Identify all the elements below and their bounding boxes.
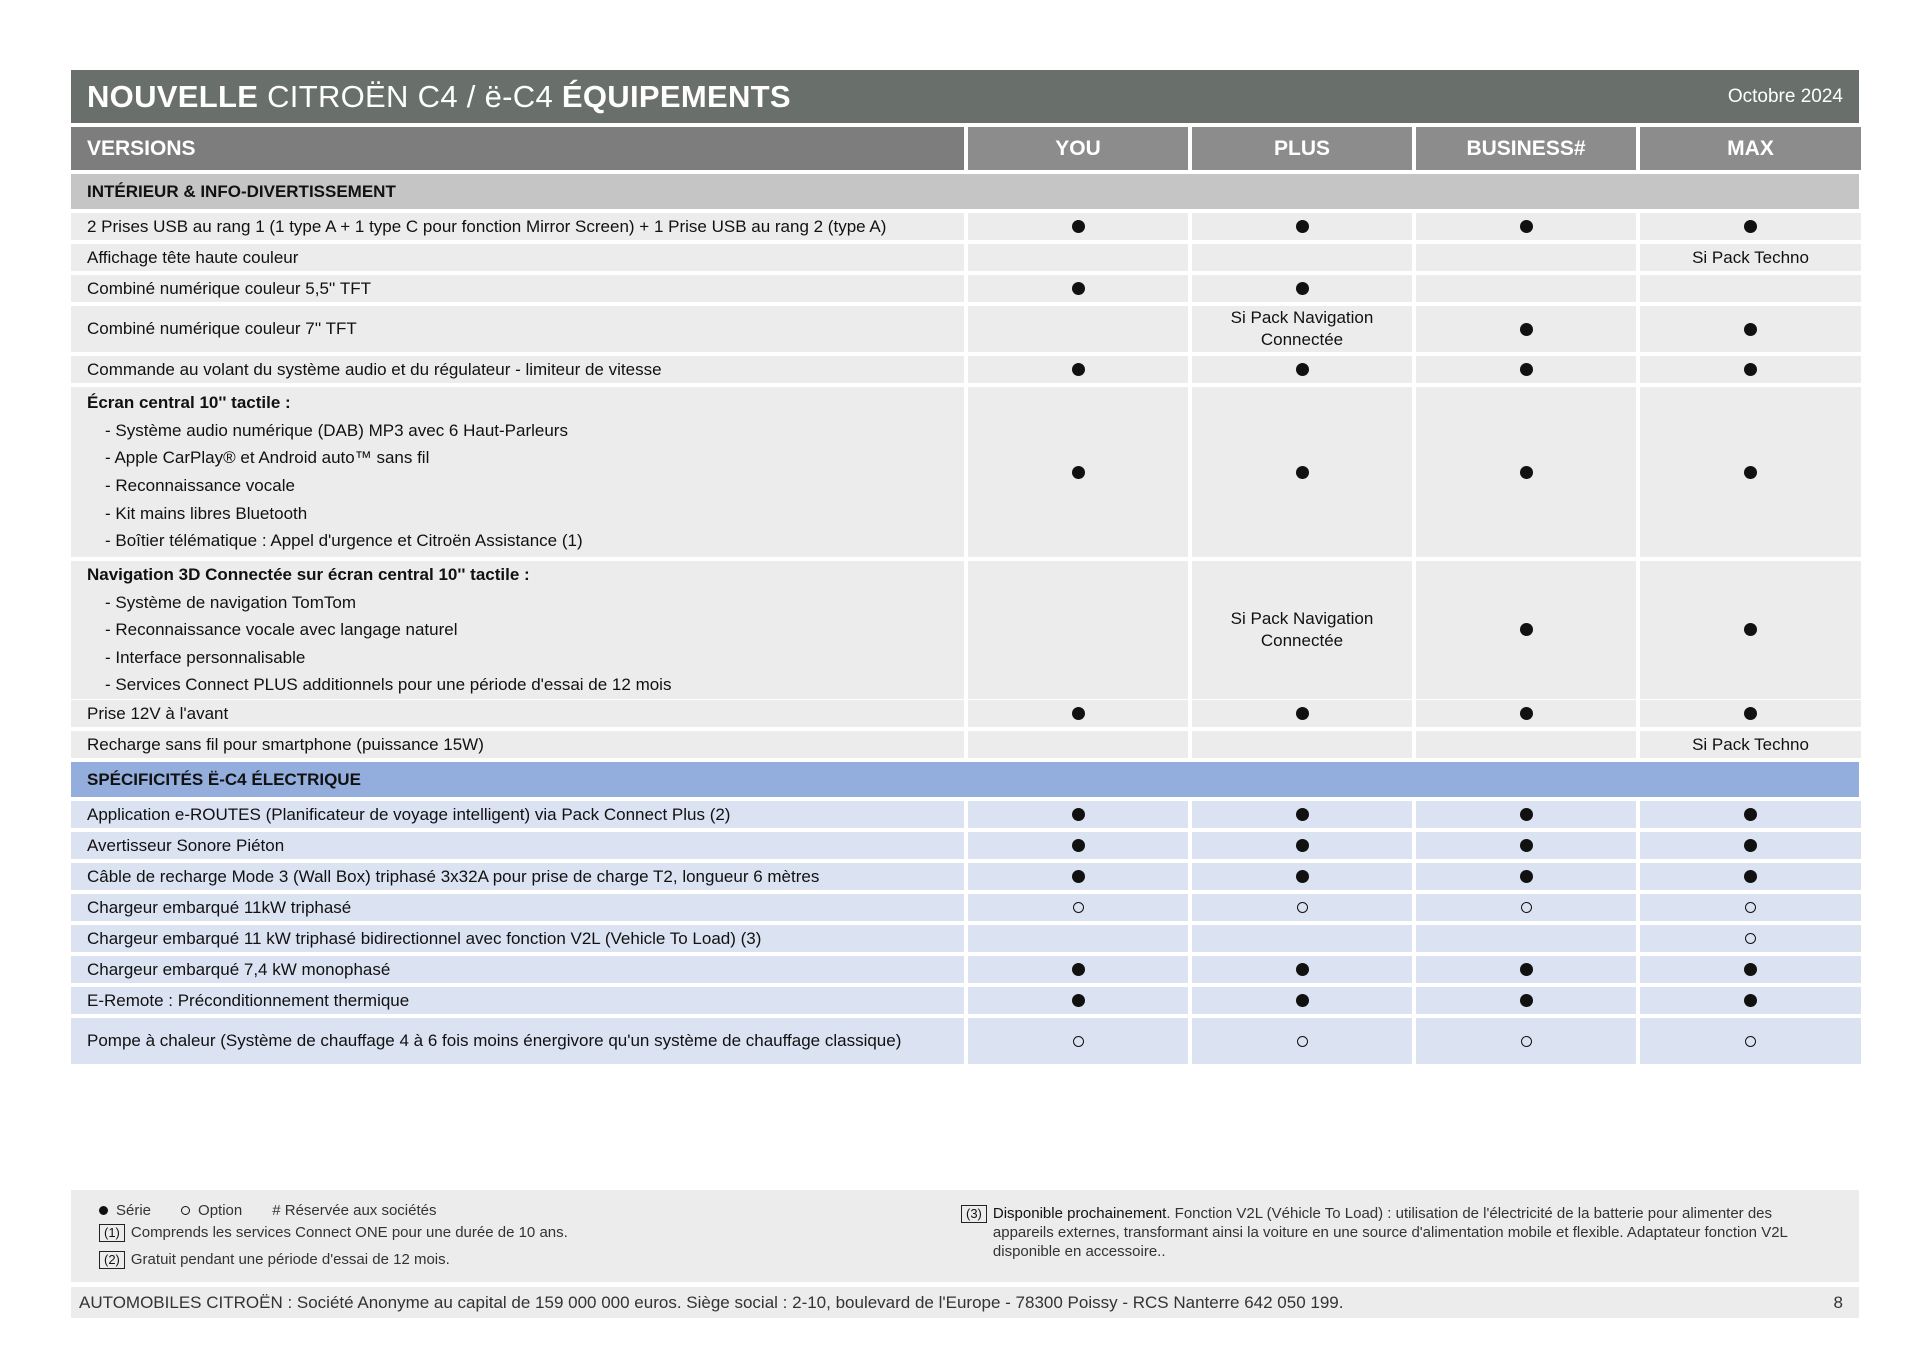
row-label: Prise 12V à l'avant bbox=[71, 700, 964, 727]
cell-plus bbox=[1192, 832, 1412, 859]
cell-max bbox=[1640, 956, 1861, 983]
cell-plus bbox=[1192, 387, 1412, 557]
row-label: Pompe à chaleur (Système de chauffage 4 à 6 fois moins énergivore qu'un système de chauffage classique) bbox=[71, 1018, 964, 1064]
section-electric-rows bbox=[71, 801, 1859, 1064]
legal-text: AUTOMOBILES CITROËN : Société Anonyme au capital de 159 000 000 euros. Siège social : 2-10, boulevard de l'Europe - 78300 Poissy - RCS Nanterre 642 050 199. bbox=[79, 1292, 1344, 1312]
page-number: 8 bbox=[1833, 1292, 1843, 1312]
filled-dot-icon bbox=[1744, 323, 1757, 336]
cell-plus bbox=[1192, 956, 1412, 983]
open-circle-icon bbox=[1745, 1036, 1756, 1047]
filled-dot-icon bbox=[99, 1206, 108, 1215]
filled-dot-icon bbox=[1520, 220, 1533, 233]
row-sub-item: - Système de navigation TomTom bbox=[105, 592, 357, 612]
table-row bbox=[71, 731, 1859, 758]
cell-max bbox=[1640, 832, 1861, 859]
row-sub-item: - Système audio numérique (DAB) MP3 avec 6 Haut-Parleurs bbox=[105, 420, 568, 440]
cell-plus bbox=[1192, 244, 1412, 271]
filled-dot-icon bbox=[1072, 870, 1085, 883]
cell-you bbox=[968, 832, 1188, 859]
table-row bbox=[71, 387, 1859, 557]
legend-reserved: # Réservée aux sociétés bbox=[272, 1202, 437, 1219]
column-header-plus: PLUS bbox=[1192, 127, 1412, 170]
row-label: 2 Prises USB au rang 1 (1 type A + 1 type C pour fonction Mirror Screen) + 1 Prise USB au rang 2 (type A) bbox=[71, 213, 964, 240]
cell-plus bbox=[1192, 925, 1412, 952]
filled-dot-icon bbox=[1744, 839, 1757, 852]
cell-business bbox=[1416, 561, 1636, 699]
legend-option: Option bbox=[181, 1202, 242, 1219]
table-row bbox=[71, 561, 1859, 696]
filled-dot-icon bbox=[1072, 282, 1085, 295]
table-row bbox=[71, 244, 1859, 271]
row-sub-item: - Kit mains libres Bluetooth bbox=[105, 503, 308, 523]
open-circle-icon bbox=[1521, 902, 1532, 913]
cell-business bbox=[1416, 731, 1636, 758]
cell-plus bbox=[1192, 987, 1412, 1014]
filled-dot-icon bbox=[1744, 363, 1757, 376]
cell-business bbox=[1416, 244, 1636, 271]
filled-dot-icon bbox=[1520, 994, 1533, 1007]
column-header-you: YOU bbox=[968, 127, 1188, 170]
filled-dot-icon bbox=[1072, 963, 1085, 976]
footnote-1: (1) Comprends les services Connect ONE pour une durée de 10 ans. bbox=[99, 1223, 568, 1242]
filled-dot-icon bbox=[1744, 870, 1757, 883]
section-header-electric: SPÉCIFICITÉS Ë-C4 ÉLECTRIQUE bbox=[71, 762, 1859, 797]
filled-dot-icon bbox=[1744, 466, 1757, 479]
section-header-interior: INTÉRIEUR & INFO-DIVERTISSEMENT bbox=[71, 174, 1859, 209]
open-circle-icon bbox=[1073, 1036, 1084, 1047]
filled-dot-icon bbox=[1072, 994, 1085, 1007]
edition-date: Octobre 2024 bbox=[1727, 85, 1843, 107]
cell-you bbox=[968, 1018, 1188, 1064]
table-row bbox=[71, 700, 1859, 727]
filled-dot-icon bbox=[1296, 870, 1309, 883]
footnote-2: (2) Gratuit pendant une période d'essai de 12 mois. bbox=[99, 1250, 450, 1269]
filled-dot-icon bbox=[1072, 363, 1085, 376]
cell-plus bbox=[1192, 213, 1412, 240]
filled-dot-icon bbox=[1520, 623, 1533, 636]
cell-plus bbox=[1192, 894, 1412, 921]
filled-dot-icon bbox=[1520, 707, 1533, 720]
cell-plus bbox=[1192, 1018, 1412, 1064]
cell-plus bbox=[1192, 700, 1412, 727]
table-row bbox=[71, 987, 1859, 1014]
filled-dot-icon bbox=[1520, 363, 1533, 376]
row-sub-item: - Reconnaissance vocale bbox=[105, 476, 295, 495]
cell-you bbox=[968, 731, 1188, 758]
row-label: Application e-ROUTES (Planificateur de voyage intelligent) via Pack Connect Plus (2) bbox=[71, 801, 964, 828]
cell-you bbox=[968, 306, 1188, 352]
cell-max bbox=[1640, 801, 1861, 828]
filled-dot-icon bbox=[1296, 282, 1309, 295]
table-row bbox=[71, 925, 1859, 952]
column-header-row bbox=[71, 127, 1859, 170]
cell-max bbox=[1640, 306, 1861, 352]
open-circle-icon bbox=[1745, 933, 1756, 944]
open-circle-icon bbox=[1521, 1036, 1532, 1047]
cell-you bbox=[968, 700, 1188, 727]
cell-max bbox=[1640, 1018, 1861, 1064]
cell-business bbox=[1416, 863, 1636, 890]
cell-business bbox=[1416, 306, 1636, 352]
cell-business bbox=[1416, 894, 1636, 921]
cell-max bbox=[1640, 863, 1861, 890]
row-label: Recharge sans fil pour smartphone (puissance 15W) bbox=[71, 731, 964, 758]
cell-plus bbox=[1192, 356, 1412, 383]
cell-max: Si Pack Techno bbox=[1640, 731, 1861, 758]
table-row bbox=[71, 306, 1859, 352]
footnote-number: (1) bbox=[99, 1224, 125, 1242]
filled-dot-icon bbox=[1744, 220, 1757, 233]
filled-dot-icon bbox=[1296, 466, 1309, 479]
column-header-max: MAX bbox=[1640, 127, 1861, 170]
cell-business bbox=[1416, 801, 1636, 828]
filled-dot-icon bbox=[1744, 808, 1757, 821]
table-row bbox=[71, 956, 1859, 983]
legend-notes-box bbox=[71, 1190, 1859, 1282]
cell-max bbox=[1640, 894, 1861, 921]
title-bar bbox=[71, 70, 1859, 123]
row-label: Navigation 3D Connectée sur écran central 10'' tactile : - Système de navigation TomTom - Reconnaissance vocale avec langage naturel - Interface personnalisable - Services Connect PLUS additionnels pour une période d'essai de 12 mois bbox=[71, 561, 964, 699]
filled-dot-icon bbox=[1296, 363, 1309, 376]
cell-business bbox=[1416, 356, 1636, 383]
equipment-sheet bbox=[71, 70, 1859, 1064]
row-label: Écran central 10'' tactile : - Système audio numérique (DAB) MP3 avec 6 Haut-Parleurs - Apple CarPlay® et Android auto™ sans fil - Reconnaissance vocale - Kit mains libres Bluetooth - Boîtier télématique : Appel d'urgence et Citroën Assistance (1) bbox=[71, 387, 964, 557]
column-header-versions: VERSIONS bbox=[71, 127, 964, 170]
cell-you bbox=[968, 356, 1188, 383]
filled-dot-icon bbox=[1296, 839, 1309, 852]
cell-max bbox=[1640, 925, 1861, 952]
table-row bbox=[71, 1018, 1859, 1064]
cell-plus: Si Pack Navigation Connectée bbox=[1192, 561, 1412, 699]
open-circle-icon bbox=[181, 1206, 190, 1215]
filled-dot-icon bbox=[1072, 808, 1085, 821]
table-row bbox=[71, 275, 1859, 302]
table-row bbox=[71, 213, 1859, 240]
row-label: Avertisseur Sonore Piéton bbox=[71, 832, 964, 859]
filled-dot-icon bbox=[1072, 466, 1085, 479]
cell-max bbox=[1640, 275, 1861, 302]
row-label: Chargeur embarqué 7,4 kW monophasé bbox=[71, 956, 964, 983]
open-circle-icon bbox=[1297, 902, 1308, 913]
row-sub-item: - Services Connect PLUS additionnels pour une période d'essai de 12 mois bbox=[105, 675, 672, 695]
open-circle-icon bbox=[1073, 902, 1084, 913]
cell-plus bbox=[1192, 275, 1412, 302]
table-row bbox=[71, 832, 1859, 859]
open-circle-icon bbox=[1297, 1036, 1308, 1047]
row-label: Combiné numérique couleur 7'' TFT bbox=[71, 306, 964, 352]
footnote-number: (3) bbox=[961, 1205, 987, 1223]
cell-business bbox=[1416, 987, 1636, 1014]
section-interior-rows bbox=[71, 213, 1859, 758]
cell-you bbox=[968, 244, 1188, 271]
open-circle-icon bbox=[1745, 902, 1756, 913]
filled-dot-icon bbox=[1296, 707, 1309, 720]
cell-plus bbox=[1192, 801, 1412, 828]
table-row bbox=[71, 894, 1859, 921]
cell-max bbox=[1640, 213, 1861, 240]
footnote-number: (2) bbox=[99, 1251, 125, 1269]
cell-max bbox=[1640, 356, 1861, 383]
column-header-business: BUSINESS# bbox=[1416, 127, 1636, 170]
cell-plus bbox=[1192, 863, 1412, 890]
cell-plus: Si Pack Navigation Connectée bbox=[1192, 306, 1412, 352]
filled-dot-icon bbox=[1744, 963, 1757, 976]
filled-dot-icon bbox=[1296, 994, 1309, 1007]
filled-dot-icon bbox=[1520, 839, 1533, 852]
cell-you bbox=[968, 863, 1188, 890]
filled-dot-icon bbox=[1296, 808, 1309, 821]
cell-you bbox=[968, 894, 1188, 921]
filled-dot-icon bbox=[1744, 623, 1757, 636]
row-label: Affichage tête haute couleur bbox=[71, 244, 964, 271]
footnote-3: (3) Disponible prochainement. Fonction V2L (Véhicle To Load) : utilisation de l'électricité de la batterie pour alimenter des appareils externes, transformant ainsi la voiture en une source d'alimentation mobile et flexible. Adaptateur fonction V2L disponible en accessoire.. bbox=[961, 1204, 1831, 1261]
cell-you bbox=[968, 925, 1188, 952]
cell-max bbox=[1640, 987, 1861, 1014]
cell-max bbox=[1640, 700, 1861, 727]
cell-business bbox=[1416, 925, 1636, 952]
row-sub-item: - Interface personnalisable bbox=[105, 647, 306, 667]
cell-business bbox=[1416, 387, 1636, 557]
row-label: Chargeur embarqué 11kW triphasé bbox=[71, 894, 964, 921]
filled-dot-icon bbox=[1744, 707, 1757, 720]
row-sub-item: - Apple CarPlay® et Android auto™ sans fil bbox=[105, 448, 430, 468]
filled-dot-icon bbox=[1520, 963, 1533, 976]
cell-business bbox=[1416, 213, 1636, 240]
row-label: Combiné numérique couleur 5,5'' TFT bbox=[71, 275, 964, 302]
cell-business bbox=[1416, 956, 1636, 983]
row-label: Commande au volant du système audio et du régulateur - limiteur de vitesse bbox=[71, 356, 964, 383]
cell-you bbox=[968, 956, 1188, 983]
cell-you bbox=[968, 213, 1188, 240]
table-row bbox=[71, 356, 1859, 383]
cell-you bbox=[968, 561, 1188, 699]
row-sub-item: - Reconnaissance vocale avec langage naturel bbox=[105, 620, 458, 640]
filled-dot-icon bbox=[1296, 220, 1309, 233]
cell-you bbox=[968, 801, 1188, 828]
filled-dot-icon bbox=[1520, 466, 1533, 479]
table-row bbox=[71, 863, 1859, 890]
legend-serie: Série bbox=[99, 1202, 151, 1219]
legend bbox=[99, 1202, 437, 1219]
cell-business bbox=[1416, 832, 1636, 859]
row-label: Chargeur embarqué 11 kW triphasé bidirectionnel avec fonction V2L (Vehicle To Load) (3) bbox=[71, 925, 964, 952]
page-title: NOUVELLE CITROËN C4 / ë-C4 ÉQUIPEMENTS bbox=[87, 78, 791, 114]
row-label: E-Remote : Préconditionnement thermique bbox=[71, 987, 964, 1014]
cell-max bbox=[1640, 387, 1861, 557]
filled-dot-icon bbox=[1072, 707, 1085, 720]
filled-dot-icon bbox=[1520, 808, 1533, 821]
filled-dot-icon bbox=[1744, 994, 1757, 1007]
filled-dot-icon bbox=[1296, 963, 1309, 976]
filled-dot-icon bbox=[1520, 870, 1533, 883]
filled-dot-icon bbox=[1520, 323, 1533, 336]
cell-max bbox=[1640, 561, 1861, 699]
cell-business bbox=[1416, 1018, 1636, 1064]
filled-dot-icon bbox=[1072, 839, 1085, 852]
filled-dot-icon bbox=[1072, 220, 1085, 233]
cell-plus bbox=[1192, 731, 1412, 758]
cell-business bbox=[1416, 275, 1636, 302]
cell-you bbox=[968, 275, 1188, 302]
table-row bbox=[71, 801, 1859, 828]
cell-you bbox=[968, 987, 1188, 1014]
cell-business bbox=[1416, 700, 1636, 727]
cell-you bbox=[968, 387, 1188, 557]
legal-footer bbox=[71, 1287, 1859, 1318]
cell-max: Si Pack Techno bbox=[1640, 244, 1861, 271]
row-sub-item: - Boîtier télématique : Appel d'urgence et Citroën Assistance (1) bbox=[105, 531, 583, 551]
row-label: Câble de recharge Mode 3 (Wall Box) triphasé 3x32A pour prise de charge T2, longueur 6 mètres bbox=[71, 863, 964, 890]
